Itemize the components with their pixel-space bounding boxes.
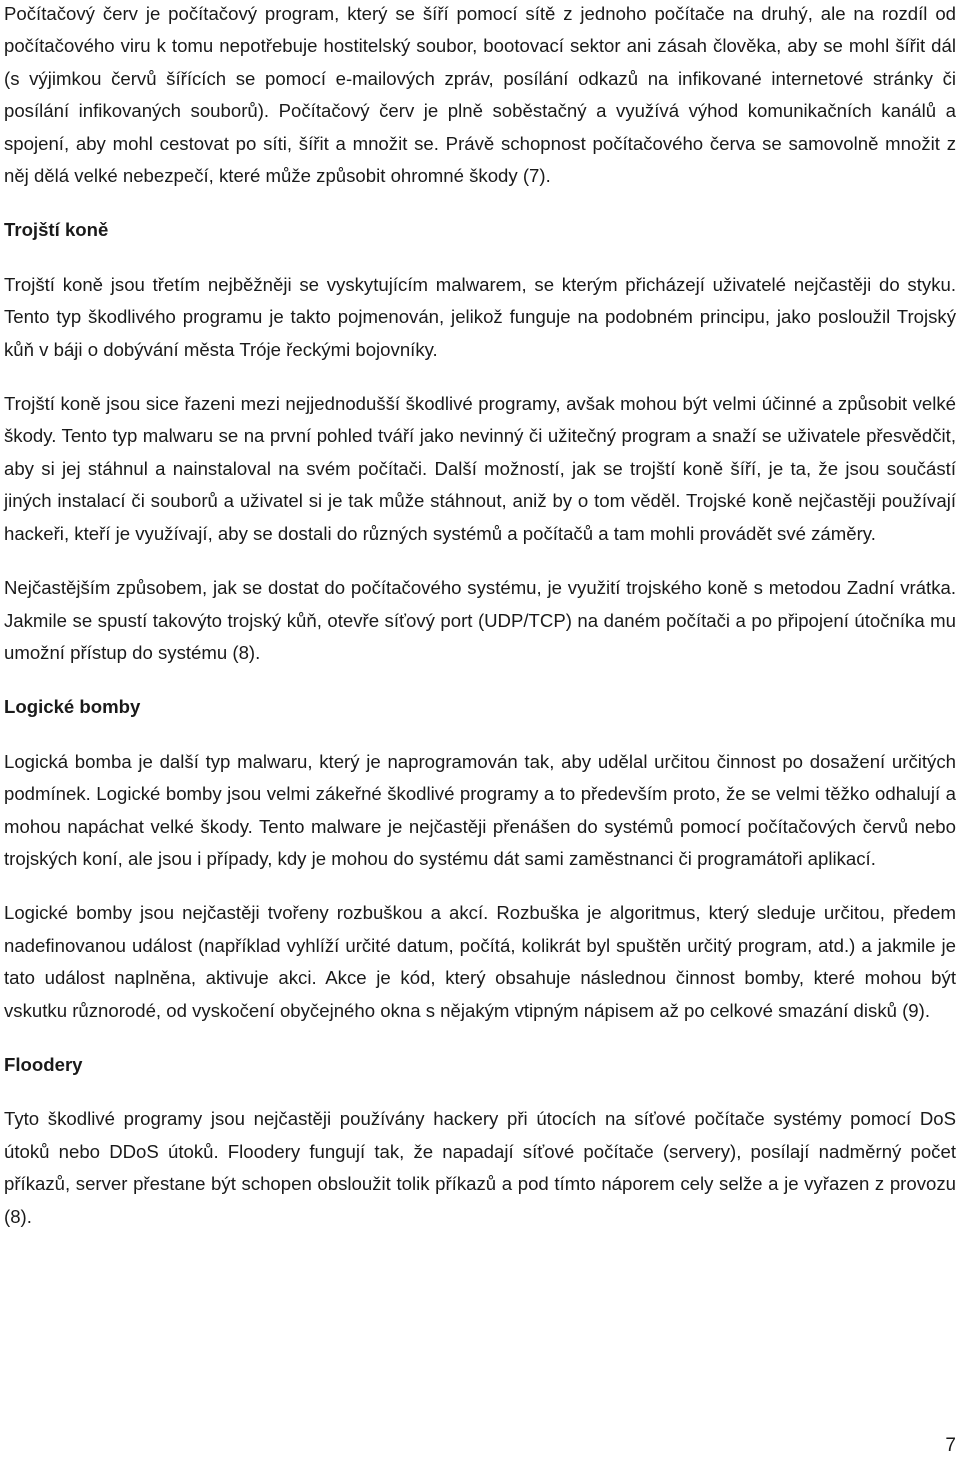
- document-body: [4, 0, 956, 1233]
- paragraph-worm-description: Počítačový červ je počítačový program, který se šíří pomocí sítě z jednoho počítače na druhý, ale na rozdíl od počítačového viru k tomu nepotřebuje hostitelský soubor, bootovací sektor ani zásah člověka, aby se mohl šířit dál (s výjimkou červů šířících se pomocí e-mailových zpráv, posílání odkazů na infikované internetové stránky či posílání infikovaných souborů). Počítačový červ je plně soběstačný a využívá výhod komunikačních kanálů a spojení, aby mohl cestovat po síti, šířit a množit se. Právě schopnost počítačového červa se samovolně množit z něj dělá velké nebezpečí, které může způsobit ohromné škody (7).: [4, 3, 956, 187]
- page-number: 7: [945, 1435, 956, 1456]
- paragraph-logic-bomb-intro: Logická bomba je další typ malwaru, který je naprogramován tak, aby udělal určitou činnost po dosažení určitých podmínek. Logické bomby jsou velmi zákeřné škodlivé programy a to především proto, že se velmi těžko odhalují a mohou napáchat velké škody. Tento malware je nejčastěji přenášen do systémů pomocí počítačových červů nebo trojských koní, ale jsou i případy, kdy je mohou do systému dát sami zaměstnanci či programátoři aplikací.: [4, 750, 956, 869]
- section-heading-trojan-horses: Trojští koně: [4, 219, 109, 241]
- section-heading-logic-bombs: Logické bomby: [4, 696, 141, 718]
- paragraph-trojan-intro: Trojští koně jsou třetím nejběžněji se vyskytujícím malwarem, se kterým přicházejí uživatelé nejčastěji do styku. Tento typ škodlivého programu je takto pojmenován, jelikož funguje na podobném principu, jako posloužil Trojský kůň v báji o dobývání města Tróje řeckými bojovníky.: [4, 273, 956, 360]
- paragraph-flooders: Tyto škodlivé programy jsou nejčastěji používány hackery při útocích na síťové počítače systémy pomocí DoS útoků nebo DDoS útoků. Floodery fungují tak, že napadají síťové počítače (servery), posílají nadměrný počet příkazů, server přestane být schopen obsloužit tolik příkazů a pod tímto náporem cely selže a je vyřazen z provozu (8).: [4, 1108, 956, 1227]
- paragraph-trojan-backdoor: Nejčastějším způsobem, jak se dostat do počítačového systému, je využití trojského koně s metodou Zadní vrátka. Jakmile se spustí takovýto trojský kůň, otevře síťový port (UDP/TCP) na daném počítači a po připojení útočníka mu umožní přístup do systému (8).: [4, 577, 956, 663]
- paragraph-trojan-effects: Trojští koně jsou sice řazeni mezi nejjednodušší škodlivé programy, avšak mohou být velmi účinné a způsobit velké škody. Tento typ malwaru se na první pohled tváří jako nevinný či užitečný program a snaží se uživatele přesvědčit, aby si jej stáhnul a nainstaloval na svém počítači. Další možností, jak se trojští koně šíří, je ta, že jsou součástí jiných instalací či souborů a uživatel si je tak může stáhnout, aniž by o tom věděl. Trojské koně nejčastěji používají hackeři, kteří je využívají, aby se dostali do různých systémů a počítačů a tam mohli provádět své záměry.: [4, 393, 956, 544]
- section-heading-flooders: Floodery: [4, 1053, 83, 1075]
- paragraph-logic-bomb-structure: Logické bomby jsou nejčastěji tvořeny rozbuškou a akcí. Rozbuška je algoritmus, který sleduje určitou, předem nadefinovanou událost (například vyhlíží určité datum, počítá, kolikrát byl spuštěn určitý program, atd.) a jakmile je tato událost naplněna, aktivuje akci. Akce je kód, který obsahuje následnou činnost bomby, které mohou být vskutku různorodé, od vyskočení obyčejného okna s nějakým vtipným nápisem až po celkové smazání disků (9).: [4, 902, 956, 1021]
